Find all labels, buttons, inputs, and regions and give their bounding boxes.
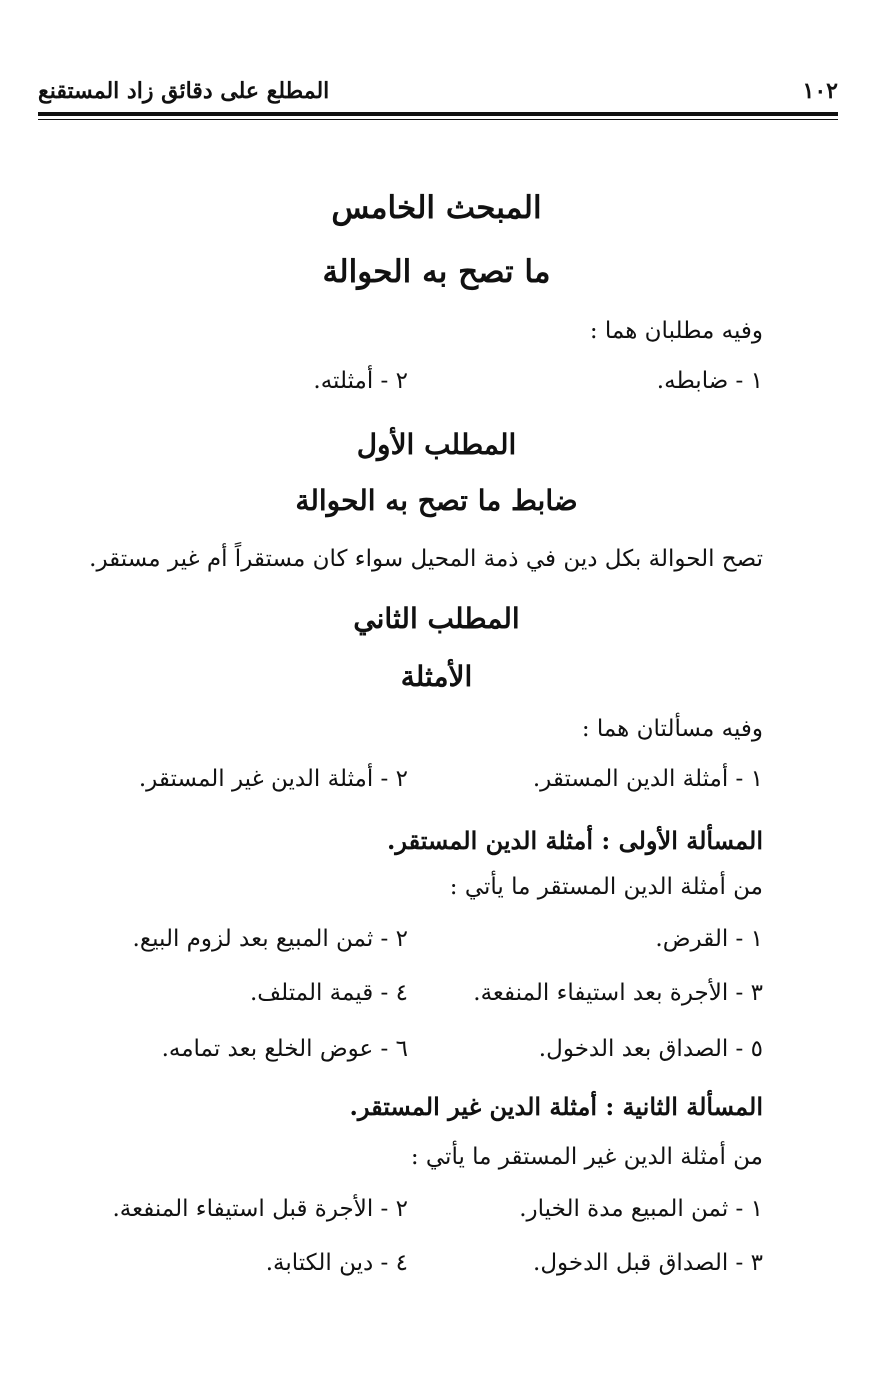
issue2-items-row [103,1196,763,1230]
chapter2-title: المطلب الثاني [353,602,520,635]
list-item: ٤ - دين الكتابة. [265,1250,408,1276]
list-item: ١ - ثمن المبيع مدة الخيار. [519,1196,763,1222]
section-title: المبحث الخامس [331,190,542,226]
list-item: ٢ - أمثلة الدين غير المستقر. [138,766,408,792]
issue2-heading: المسألة الثانية : أمثلة الدين غير المستقر. [349,1092,763,1121]
issue1-items-row [103,980,763,1014]
header-rule-thick [38,112,838,116]
section-items-row [103,368,763,402]
chapter1-body: تصح الحوالة بكل دين في ذمة المحيل سواء كان مستقراً أم غير مستقر. [89,546,763,572]
list-item: ٢ - الأجرة قبل استيفاء المنفعة. [112,1196,408,1222]
header-rule-thin [38,119,838,120]
chapter1-title: المطلب الأول [356,428,517,461]
chapter2-intro: وفيه مسألتان هما : [581,716,763,742]
list-item: ١ - القرض. [655,926,763,952]
section-intro: وفيه مطلبان هما : [589,318,763,344]
list-item: ٢ - ثمن المبيع بعد لزوم البيع. [132,926,408,952]
page-number: ١٠٢ [802,78,838,104]
list-item: ٣ - الصداق قبل الدخول. [533,1250,763,1276]
chapter2-subtitle: الأمثلة [400,660,473,693]
list-item: ١ - أمثلة الدين المستقر. [532,766,763,792]
issue2-intro: من أمثلة الدين غير المستقر ما يأتي : [410,1144,763,1170]
issue1-heading: المسألة الأولى : أمثلة الدين المستقر. [386,826,763,855]
chapter2-items-row [103,766,763,800]
page-header [38,78,838,112]
issue1-items-row [103,926,763,960]
list-item: ٦ - عوض الخلع بعد تمامه. [161,1036,408,1062]
chapter1-subtitle: ضابط ما تصح به الحوالة [295,484,578,517]
list-item: ٢ - أمثلته. [313,368,408,394]
list-item: ٤ - قيمة المتلف. [250,980,408,1006]
list-item: ١ - ضابطه. [656,368,763,394]
issue1-items-row [103,1036,763,1070]
list-item: ٥ - الصداق بعد الدخول. [538,1036,763,1062]
issue1-intro: من أمثلة الدين المستقر ما يأتي : [449,874,763,900]
section-subtitle: ما تصح به الحوالة [322,254,551,290]
running-title: المطلع على دقائق زاد المستقنع [38,78,330,104]
issue2-items-row [103,1250,763,1284]
list-item: ٣ - الأجرة بعد استيفاء المنفعة. [473,980,763,1006]
